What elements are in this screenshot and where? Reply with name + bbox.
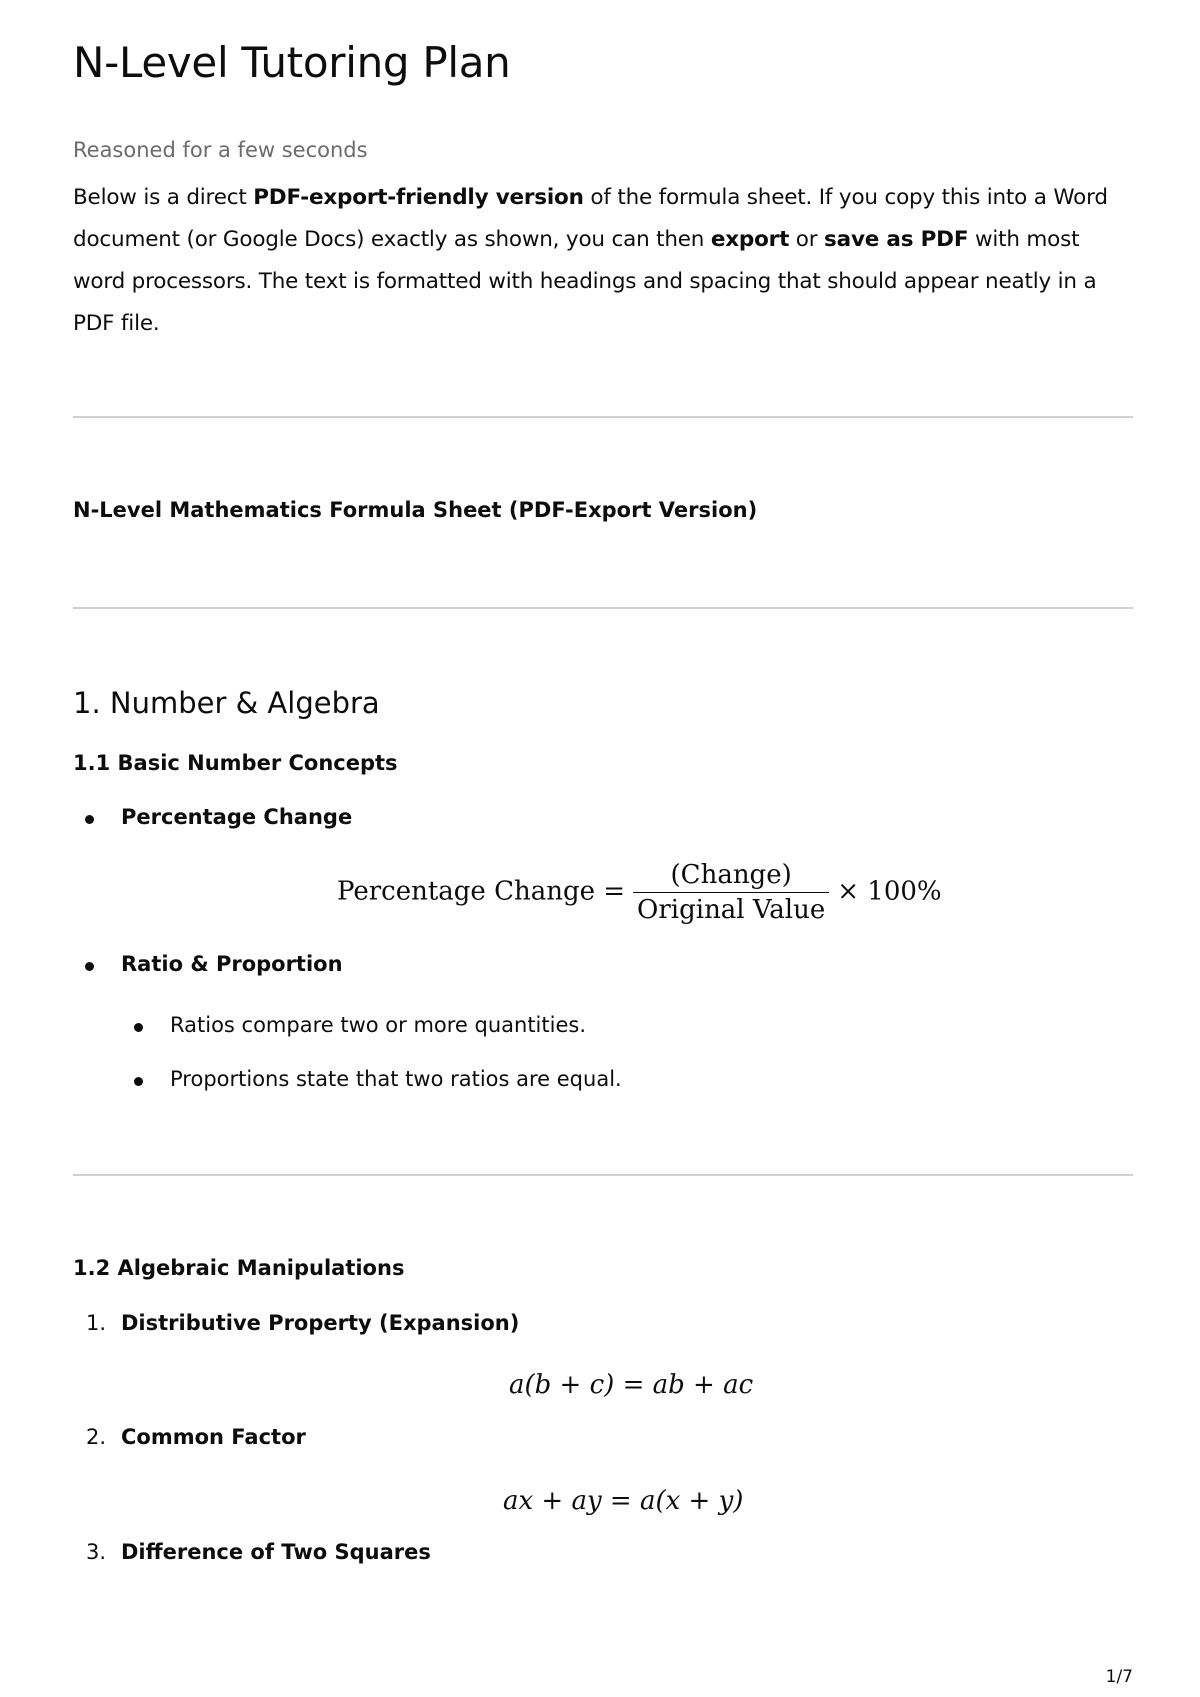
subsection-label: Algebraic Manipulations: [110, 1256, 405, 1280]
intro-text-1: Below is a direct: [73, 185, 254, 210]
list-item-text: Ratios compare two or more quantities.: [170, 1013, 587, 1037]
page-number: 1/7: [1105, 1667, 1133, 1687]
list-item-label: Ratio & Proportion: [121, 952, 343, 976]
formula-rhs: × 100%: [837, 876, 942, 907]
bullet-icon: [134, 1077, 143, 1086]
subsection-heading-algebraic-manipulations: [73, 1256, 404, 1280]
list-item-common-factor: [86, 1425, 306, 1449]
section-heading-number-algebra: 1. Number & Algebra: [73, 686, 380, 720]
intro-bold-1: PDF-export-friendly version: [253, 185, 584, 210]
intro-text-3: or: [789, 227, 825, 252]
sheet-title: N-Level Mathematics Formula Sheet (PDF-Export Version): [73, 498, 758, 522]
list-item-label: Common Factor: [121, 1425, 306, 1449]
formula-percentage-change: [337, 860, 942, 925]
fraction-numerator: (Change): [633, 860, 829, 893]
list-marker: 1.: [86, 1311, 107, 1335]
intro-paragraph: [73, 177, 1133, 345]
fraction-denominator: Original Value: [637, 895, 826, 925]
list-marker: 3.: [86, 1540, 107, 1564]
intro-bold-2: export: [710, 227, 790, 252]
list-item-distributive-property: [86, 1311, 520, 1335]
list-item-label: Distributive Property (Expansion): [121, 1311, 520, 1335]
subsection-heading-basic-number-concepts: [73, 751, 398, 775]
list-item-label: Percentage Change: [121, 805, 353, 829]
subsection-number: 1.2: [73, 1256, 111, 1280]
reasoning-status: Reasoned for a few seconds: [73, 138, 368, 162]
list-item-text: Proportions state that two ratios are equal.: [170, 1067, 622, 1091]
list-item: [170, 1013, 586, 1037]
intro-text-4: with most word processors. The text is formatted with headings and spacing that should appear neatly in a PDF file.: [73, 227, 1097, 336]
divider: [73, 1174, 1133, 1176]
list-item-percentage-change: [121, 805, 352, 829]
formula-common-factor: ax + ay = a(x + y): [503, 1486, 744, 1516]
list-marker: 2.: [86, 1425, 107, 1449]
list-item-label: Difference of Two Squares: [121, 1540, 431, 1564]
bullet-icon: [134, 1023, 143, 1032]
divider: [73, 416, 1133, 418]
list-item: [170, 1067, 622, 1091]
subsection-label: Basic Number Concepts: [110, 751, 398, 775]
list-item-difference-of-two-squares: [86, 1540, 431, 1564]
subsection-number: 1.1: [73, 751, 111, 775]
bullet-icon: [85, 815, 94, 824]
list-item-ratio-proportion: [121, 952, 343, 976]
formula-distributive: a(b + c) = ab + ac: [509, 1370, 754, 1400]
intro-bold-3: save as PDF: [824, 227, 969, 252]
intro-text-2: of the formula sheet. If you copy this into a Word document (or Google Docs) exactly as shown, you can then: [73, 185, 1108, 252]
bullet-icon: [85, 962, 94, 971]
formula-fraction: [633, 860, 829, 925]
divider: [73, 607, 1133, 609]
formula-lhs: Percentage Change =: [337, 876, 626, 907]
document-title: N-Level Tutoring Plan: [73, 38, 511, 87]
